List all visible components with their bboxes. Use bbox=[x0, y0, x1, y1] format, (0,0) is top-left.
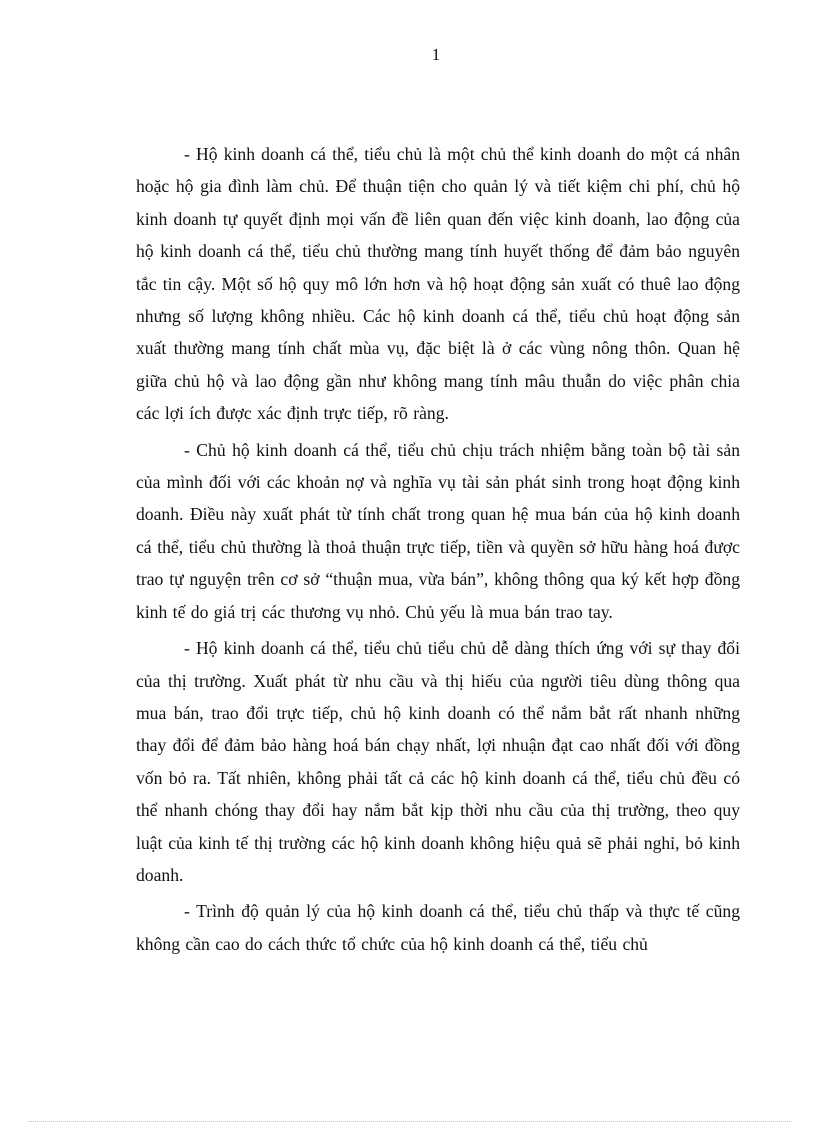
paragraph-market-adaptation: - Hộ kinh doanh cá thể, tiểu chủ tiểu chủ dễ dàng thích ứng với sự thay đổi của thị trường. Xuất phát từ nhu cầu và thị hiếu của người tiêu dùng thông qua mua bán, trao đổi trực tiếp, chủ hộ kinh doanh có thể nắm bắt rất nhanh những thay đổi để đảm bảo hàng hoá bán chạy nhất, lợi nhuận đạt cao nhất đối với đồng vốn bỏ ra. Tất nhiên, không phải tất cả các hộ kinh doanh cá thể, tiểu chủ đều có thể nhanh chóng thay đổi hay nắm bắt kịp thời nhu cầu của thị trường, theo quy luật của kinh tế thị trường các hộ kinh doanh không hiệu quả sẽ phải nghỉ, bỏ kinh doanh. bbox=[136, 638, 740, 885]
paragraph-management-level: - Trình độ quản lý của hộ kinh doanh cá thể, tiểu chủ thấp và thực tế cũng không cần cao do cách thức tổ chức của hộ kinh doanh cá thể, tiểu chủ bbox=[136, 901, 740, 954]
document-body bbox=[136, 138, 740, 962]
page-number: 1 bbox=[431, 45, 441, 64]
paragraph-liability: - Chủ hộ kinh doanh cá thể, tiểu chủ chịu trách nhiệm bằng toàn bộ tài sản của mình đối với các khoản nợ và nghĩa vụ tài sản phát sinh trong hoạt động kinh doanh. Điều này xuất phát từ tính chất trong quan hệ mua bán của hộ kinh doanh cá thể, tiểu chủ thường là thoả thuận trực tiếp, tiền và quyền sở hữu hàng hoá được trao tự nguyện trên cơ sở “thuận mua, vừa bán”, không thông qua ký kết hợp đồng kinh tế do giá trị các thương vụ nhỏ. Chủ yếu là mua bán trao tay. bbox=[136, 439, 740, 622]
paragraph-ownership: - Hộ kinh doanh cá thể, tiểu chủ là một chủ thể kinh doanh do một cá nhân hoặc hộ gia đình làm chủ. Để thuận tiện cho quản lý và tiết kiệm chi phí, chủ hộ kinh doanh tự quyết định mọi vấn đề liên quan đến việc kinh doanh, lao động của hộ kinh doanh cá thể, tiểu chủ thường mang tính huyết thống để đảm bảo nguyên tắc tin cậy. Một số hộ quy mô lớn hơn và hộ hoạt động sản xuất có thuê lao động nhưng số lượng không nhiều. Các hộ kinh doanh cá thể, tiểu chủ hoạt động sản xuất thường mang tính chất mùa vụ, đặc biệt là ở các vùng nông thôn. Quan hệ giữa chủ hộ và lao động gần như không mang tính mâu thuẫn do việc phân chia các lợi ích được xác định trực tiếp, rõ ràng. bbox=[136, 144, 740, 424]
page-bottom-divider bbox=[28, 1121, 792, 1122]
